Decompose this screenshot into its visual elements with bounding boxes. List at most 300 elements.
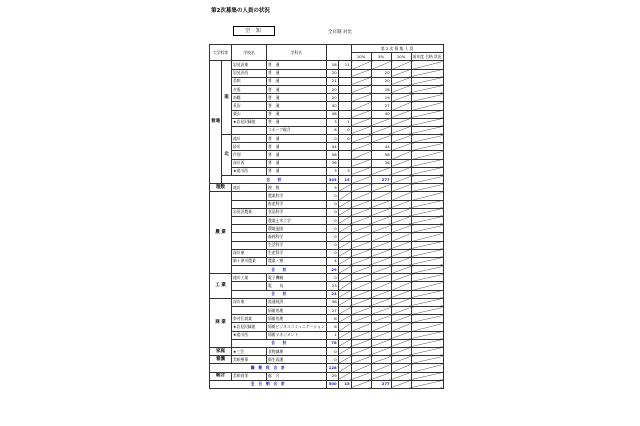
value-cell [391,298,411,306]
system-label: 全日制 対比 [328,30,352,35]
category-agri: 農 業 [210,192,232,274]
value-cell [391,249,411,257]
value-cell [338,372,351,380]
value-cell: 46 [326,110,338,118]
subject-cell: 普 通 [267,110,327,118]
table-row [210,208,444,216]
value-cell [371,233,391,241]
school-cell: 深川東 [232,298,267,306]
value-cell [411,135,443,143]
value-cell [391,372,411,380]
value-cell: 20 [371,69,391,77]
subject-cell: 普 通 [267,167,327,175]
value-cell [411,208,443,216]
value-cell [391,331,411,339]
value-cell [351,159,371,167]
school-cell: ★三笠 [232,347,267,355]
subject-cell: 食品科学 [267,208,327,216]
value-cell [411,249,443,257]
value-cell: 44 [371,143,391,151]
subject-cell: 電 気 [267,282,327,290]
subject-cell: 普 通 [267,118,327,126]
value-cell: 58 [326,151,338,159]
table-row [210,298,444,306]
school-cell: 岩見沢東 [232,61,267,69]
table-row [210,290,444,298]
value-cell [391,110,411,118]
value-cell [338,241,351,249]
value-cell [351,331,371,339]
value-cell [351,233,371,241]
value-cell [391,257,411,265]
value-cell [391,225,411,233]
value-cell [391,118,411,126]
table-row [210,176,444,184]
value-cell: 29 [326,372,338,380]
value-cell [391,282,411,290]
subject-cell: 食物調理 [267,347,327,355]
value-cell [351,315,371,323]
subject-cell: 普 通 [267,102,327,110]
header-group: 第 2 次 募 集 人 員 [351,45,443,53]
school-cell: ★滝川西 [232,331,267,339]
total-label: 合 計 [222,176,327,184]
table-row [210,167,444,175]
value-cell [351,69,371,77]
value-cell [338,257,351,265]
value-cell [371,347,391,355]
value-cell [411,184,443,192]
table-row [210,323,444,331]
value-cell [351,241,371,249]
value-cell [391,77,411,85]
value-cell: 21 [326,77,338,85]
subject-cell: 畜産科学 [267,200,327,208]
table-row [210,339,444,347]
value-cell [351,143,371,151]
value-cell: 0 [326,274,338,282]
value-cell [351,151,371,159]
value-cell [411,151,443,159]
value-cell [411,200,443,208]
value-cell: 36 [371,159,391,167]
value-cell [371,290,391,298]
subject-cell: 電子機械 [267,274,327,282]
value-cell [371,339,391,347]
table-row [210,184,444,192]
table-row [210,126,444,134]
value-cell: 20 [326,94,338,102]
value-cell [411,85,443,93]
value-cell [338,192,351,200]
subject-cell: 普 通 [267,69,327,77]
value-cell [351,77,371,85]
subject-cell: 普 通 [267,143,327,151]
value-cell [338,69,351,77]
value-cell [338,282,351,290]
value-cell [411,118,443,126]
value-cell [411,257,443,265]
subject-cell: スポーツ総合 [267,126,327,134]
value-cell [351,249,371,257]
value-cell [351,307,371,315]
value-cell [338,233,351,241]
header-c4: 前年度 合格 状況 [411,53,443,61]
school-cell: 滝川工業 [232,274,267,282]
value-cell [351,118,371,126]
value-cell: 19 [371,94,391,102]
table-row [210,135,444,143]
subject-cell: 農業科学 [267,192,327,200]
value-cell [391,69,411,77]
total-label: 合 計 [232,339,327,347]
value-cell [391,233,411,241]
value-cell: 0 [326,249,338,257]
value-cell [351,135,371,143]
value-cell [411,315,443,323]
total-value: 78 [326,339,338,347]
value-cell [391,307,411,315]
value-cell: 0 [326,192,338,200]
value-cell [338,102,351,110]
value-cell [351,216,371,224]
school-cell: 岩見沢農業 [232,208,267,216]
value-cell [411,126,443,134]
value-cell [371,192,391,200]
table-row [210,364,444,372]
value-cell [351,208,371,216]
table-row [210,77,444,85]
value-cell [351,339,371,347]
school-cell [232,126,267,134]
school-cell: 美唄聖華 [232,356,267,364]
value-cell [338,184,351,192]
value-cell [411,102,443,110]
header-c3: 10% [391,53,411,61]
table-row [210,347,444,355]
value-cell [391,266,411,274]
value-cell [338,151,351,159]
value-cell [391,216,411,224]
value-cell [351,380,371,388]
value-cell [371,257,391,265]
value-cell [391,126,411,134]
value-cell [411,356,443,364]
value-cell: 36 [326,159,338,167]
value-cell [371,315,391,323]
total-value: 277 [371,176,391,184]
value-cell: 0 [338,126,351,134]
total-value: 343 [326,176,338,184]
value-cell [391,184,411,192]
value-cell [371,135,391,143]
value-cell [371,184,391,192]
value-cell [338,331,351,339]
value-cell [411,159,443,167]
value-cell: 9 [326,184,338,192]
value-cell [391,364,411,372]
school-cell [232,200,267,208]
category-rika: 理数 [210,184,232,192]
subject-cell: 農業・寮 [267,257,327,265]
school-cell [232,307,267,315]
school-cell: 長沼 [232,102,267,110]
value-cell [371,241,391,249]
value-cell [411,266,443,274]
table-row [210,307,444,315]
value-cell [351,290,371,298]
subject-cell: 生活科学 [267,241,327,249]
value-cell [391,61,411,69]
school-cell [232,225,267,233]
value-cell [391,315,411,323]
subject-cell: 森林科学 [267,233,327,241]
value-cell [338,216,351,224]
value-cell: 0 [338,135,351,143]
table-row [210,216,444,224]
header-c1: 10% [351,53,371,61]
value-cell [351,356,371,364]
value-cell [411,192,443,200]
value-cell: 3 [326,167,338,175]
value-cell: 20 [371,77,391,85]
school-cell: 南幌 [232,94,267,102]
category-general: 普通 [210,61,222,184]
value-cell [391,208,411,216]
table-row [210,118,444,126]
value-cell [338,208,351,216]
value-cell: 4 [326,257,338,265]
page-title: 第2次募集の人員の状況 [211,8,270,14]
value-cell [371,274,391,282]
value-cell [391,135,411,143]
subject-cell: 普 通 [267,151,327,159]
value-cell [391,176,411,184]
subject-cell: 情報マネジメント [267,331,327,339]
value-cell [371,356,391,364]
value-cell [391,192,411,200]
value-cell [371,282,391,290]
value-cell [411,274,443,282]
school-cell [232,192,267,200]
table-row [210,282,444,290]
value-cell [411,69,443,77]
table-row [210,85,444,93]
value-cell: 6 [326,323,338,331]
value-cell: 0 [326,208,338,216]
value-cell [411,225,443,233]
value-cell [391,274,411,282]
value-cell [338,200,351,208]
table-row [210,61,444,69]
value-cell [371,126,391,134]
category-north: 北 [222,135,232,176]
school-cell [232,233,267,241]
region-label: 空 知 [233,26,275,36]
table-row [210,274,444,282]
value-cell: 44 [326,143,338,151]
value-cell [411,380,443,388]
table-row [210,315,444,323]
value-cell: 0 [326,135,338,143]
value-cell [391,85,411,93]
school-cell: 新十津川農業 [232,257,267,265]
table-row [210,249,444,257]
value-cell: 0 [326,347,338,355]
value-cell [411,77,443,85]
value-cell [338,323,351,331]
value-cell [391,151,411,159]
subject-cell: 普 通 [267,61,327,69]
school-cell: 夕張 [232,85,267,93]
value-cell: 0 [326,356,338,364]
value-cell: 40 [371,110,391,118]
value-cell [338,110,351,118]
total-label: 合 計 [232,266,327,274]
value-cell [371,225,391,233]
value-cell [371,249,391,257]
value-cell: 0 [326,225,338,233]
subject-cell: 情報処理 [267,315,327,323]
value-cell [411,331,443,339]
total-label: 職 業 科 合 計 [210,364,327,372]
value-cell [351,85,371,93]
category-sogo: 総合 [210,372,232,380]
category-shogyo: 商 業 [210,298,232,347]
value-cell [391,241,411,249]
total-value: 15 [338,176,351,184]
table-row [210,110,444,118]
value-cell [371,323,391,331]
value-cell [351,257,371,265]
value-cell [391,159,411,167]
recruitment-table [209,44,444,389]
school-cell: 深川西 [232,159,267,167]
value-cell: 8 [326,315,338,323]
value-cell [391,102,411,110]
value-cell [338,77,351,85]
total-value: 15 [338,380,351,388]
value-cell: 27 [371,102,391,110]
value-cell [411,233,443,241]
table-row [210,102,444,110]
subject-cell: 普 通 [267,135,327,143]
value-cell [338,249,351,257]
value-cell [338,274,351,282]
value-cell [338,347,351,355]
value-cell: 20 [326,85,338,93]
value-cell [338,266,351,274]
value-cell [338,143,351,151]
value-cell [351,192,371,200]
school-cell: 奈井江商業 [232,315,267,323]
value-cell [338,339,351,347]
subject-cell: 普 通 [267,77,327,85]
value-cell [351,282,371,290]
value-cell [391,323,411,331]
value-cell [351,323,371,331]
table-row [210,233,444,241]
school-cell: 美唄尚栄 [232,372,267,380]
subject-cell: 流通経済 [267,298,327,306]
table-row [210,225,444,233]
school-cell: 芦別 [232,151,267,159]
table-row [210,45,444,53]
value-cell [351,298,371,306]
value-cell: 3 [326,118,338,126]
value-cell [411,216,443,224]
value-cell [391,94,411,102]
value-cell [351,372,371,380]
school-cell: 岩見沢西 [232,69,267,77]
value-cell: 0 [326,241,338,249]
total-value: 29 [326,266,338,274]
value-cell [411,94,443,102]
value-cell [351,176,371,184]
value-cell [371,208,391,216]
value-cell [351,347,371,355]
table-row [210,151,444,159]
subject-cell: 理 数 [267,184,327,192]
value-cell [391,167,411,175]
value-cell [371,307,391,315]
value-cell [391,356,411,364]
school-cell: 滝川 [232,184,267,192]
value-cell: 27 [326,307,338,315]
value-cell: 58 [371,151,391,159]
table-row [210,69,444,77]
value-cell: 18 [371,85,391,93]
value-cell [338,94,351,102]
value-cell: 1 [338,118,351,126]
table-row [210,372,444,380]
category-south: 南 [222,61,232,135]
value-cell: 0 [326,200,338,208]
value-cell [338,290,351,298]
value-cell [371,331,391,339]
total-value: 277 [371,380,391,388]
school-cell: 滝川 [232,135,267,143]
table-row [210,257,444,265]
school-cell: 砂川 [232,143,267,151]
value-cell [411,241,443,249]
value-cell [391,200,411,208]
school-cell [232,282,267,290]
value-cell [391,339,411,347]
table-row [210,143,444,151]
value-cell: 20 [326,69,338,77]
value-cell [411,290,443,298]
value-cell [391,347,411,355]
category-kango: 看護 [210,356,232,364]
header-blank [326,45,351,61]
header-school: 学校名 [232,45,267,61]
value-cell [351,61,371,69]
subject-cell: 生産科学 [267,249,327,257]
value-cell [338,298,351,306]
value-cell [371,266,391,274]
value-cell [411,372,443,380]
value-cell [391,143,411,151]
value-cell [338,85,351,93]
value-cell [411,167,443,175]
value-cell [371,216,391,224]
total-label: 合 計 [232,290,327,298]
value-cell [371,364,391,372]
value-cell [411,298,443,306]
school-cell: ★岩見沢緑陵 [232,323,267,331]
value-cell [391,380,411,388]
